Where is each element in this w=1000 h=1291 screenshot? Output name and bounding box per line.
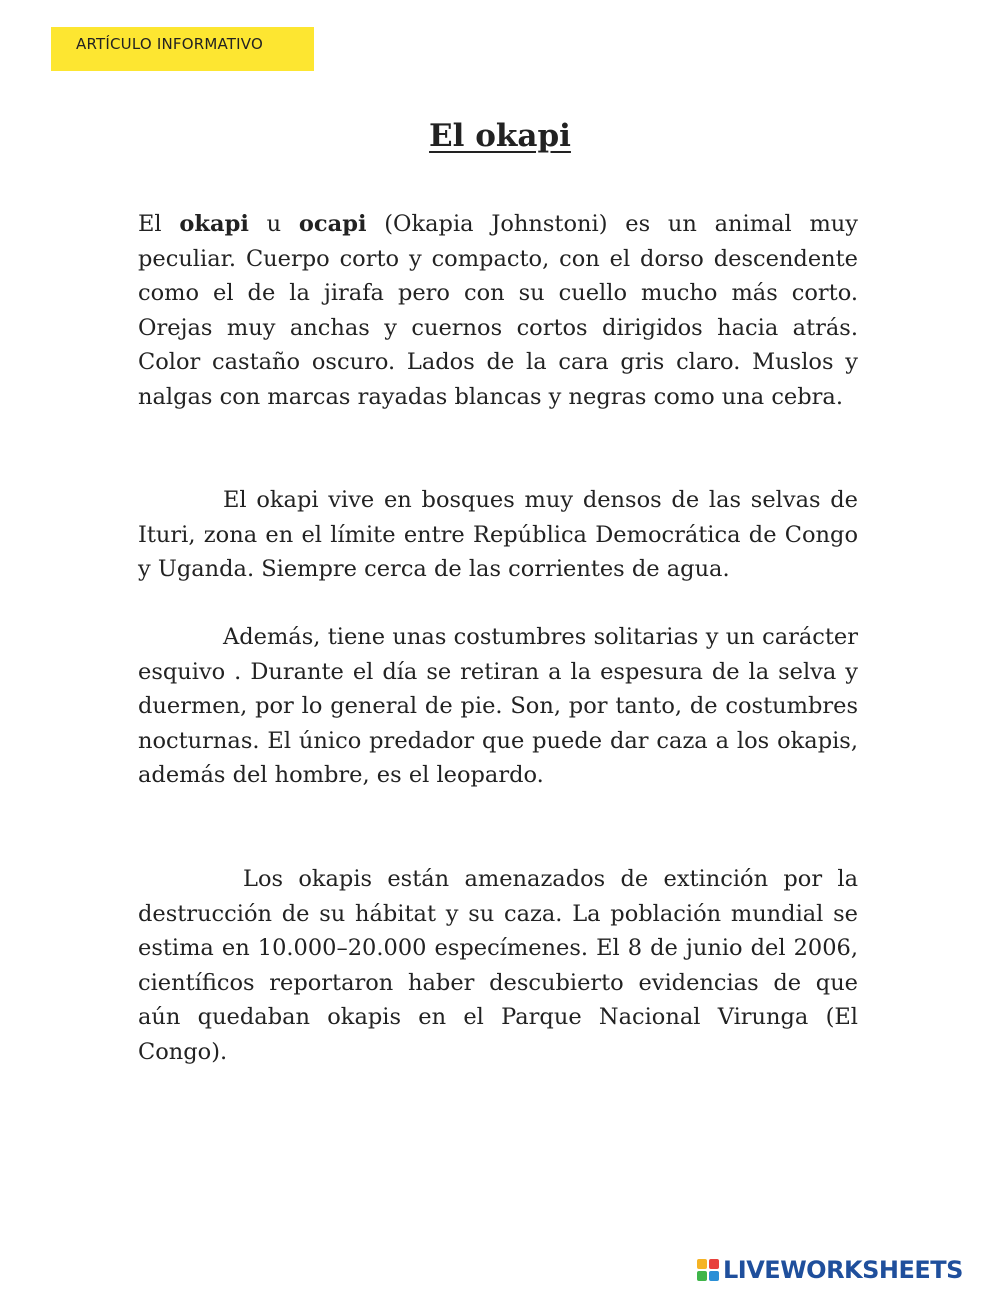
p1-text-3: (Okapia Johnstoni) es un animal muy peculiar. Cuerpo corto y compacto, con el dorso descendente como el de la jirafa pero con su cuello mucho más corto. Orejas muy anchas y cuernos cortos dirigidos hacia atrás. Color castaño oscuro. Lados de la cara gris claro. Muslos y nalgas con marcas rayadas blancas y negras como una cebra. [138,211,859,410]
p1-bold-ocapi: ocapi [298,211,367,237]
logo-block [709,1259,719,1269]
logo-block [709,1271,719,1281]
p1-text-1: El [138,211,180,237]
page-title [0,118,1000,154]
article-type-label: ARTÍCULO INFORMATIVO [76,35,263,53]
paragraph-conservation: Los okapis están amenazados de extinción por la destrucción de su hábitat y su caza. La población mundial se estima en 10.000–20.000 especímenes. El 8 de junio del 2006, científicos reportaron haber descubierto evidencias de que aún quedaban okapis en el Parque Nacional Virunga (El Congo). [138,866,858,1065]
paragraph-habitat: El okapi vive en bosques muy densos de las selvas de Ituri, zona en el límite entre República Democrática de Congo y Uganda. Siempre cerca de las corrientes de agua. [138,487,858,582]
logo-block [697,1259,707,1269]
paragraph-description [138,207,858,414]
paragraph-behavior: Además, tiene unas costumbres solitarias y un carácter esquivo . Durante el día se retiran a la espesura de la selva y duermen, por lo general de pie. Son, por tanto, de costumbres nocturnas. El único predador que puede dar caza a los okapis, además del hombre, es el leopardo. [138,624,858,788]
article-type-badge [51,27,314,71]
liveworksheets-logo [697,1257,963,1283]
logo-blocks-icon [697,1259,719,1281]
page-title-text: El okapi [429,118,571,154]
p1-bold-okapi: okapi [179,211,249,237]
logo-text: LIVEWORKSHEETS [723,1256,963,1284]
p1-text-2: u [248,211,299,237]
logo-block [697,1271,707,1281]
